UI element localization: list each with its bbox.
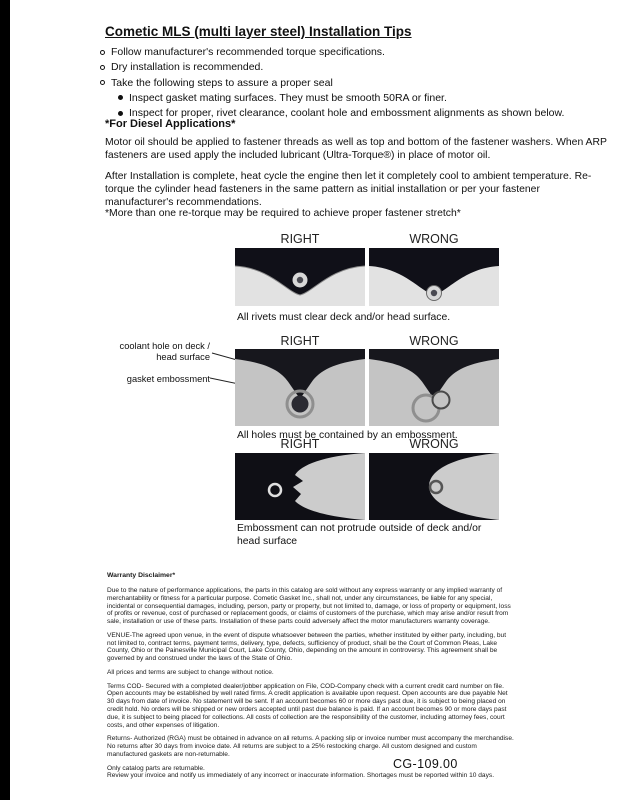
- warranty-heading: Warranty Disclaimer*: [107, 572, 176, 579]
- coolant-hole-callout: coolant hole on deck / head surface: [119, 341, 210, 362]
- gasket-embossment-callout: gasket embossment: [126, 374, 210, 384]
- document-number: CG-109.00: [393, 757, 458, 771]
- warranty-paragraph: All prices and terms are subject to change without notice.: [107, 668, 274, 676]
- embossment-right-diagram: [235, 453, 365, 520]
- diesel-paragraph-2: After Installation is complete, heat cycle the engine then let it completely cool to ambient temperature. Re-torque the cylinder head fasteners in the same pattern as initial installation or per your fastener manufacturer's recommendations.: [105, 171, 592, 209]
- list-item: [100, 46, 590, 59]
- tip-text: Take the following steps to assure a proper seal: [111, 76, 333, 89]
- holes-caption: All holes must be contained by an embossment.: [237, 430, 458, 441]
- filled-bullet-icon: [118, 111, 123, 116]
- right-label: RIGHT: [280, 232, 320, 246]
- retorque-note: *More than one re-torque may be required to achieve proper fastener stretch*: [105, 208, 461, 219]
- warranty-paragraph: Terms COD- Secured with a completed dealer/jobber application on File, COD-Company check with a current credit card number on file. Open accounts may be established by well rated firms. A credit application is available upon request. Open accounts are due payable Net 30 days from date of invoice. No statement will be sent. If an account becomes 60 or more days past due, it is subject to being placed on credit hold. No orders will be shipped or new orders accepted until past due balance is paid. If an account becomes 90 or more days past due, it is subject to being placed for collections. All costs of collection are the responsibility of the customer, including attorney fees, court costs, and other expenses of litigation.: [107, 682, 508, 729]
- coolant-right-diagram: [235, 349, 365, 426]
- warranty-paragraph: Only catalog parts are returnable.: [107, 764, 205, 772]
- tip-text: Inspect for proper, rivet clearance, coolant hole and embossment alignments as shown below.: [129, 107, 565, 120]
- list-item: [100, 61, 590, 74]
- warranty-disclaimer: [107, 572, 515, 786]
- rivet-right-diagram: [235, 248, 365, 306]
- embossment-wrong-diagram: [369, 453, 499, 520]
- warranty-paragraph: Due to the nature of performance applications, the parts in this catalog are sold without any express warranty or any implied warranty of merchantability or fitness for a particular purpose. Cometic Gasket Inc., shall not, under any circumstances, be liable for any special, incidental or consequential damages, including, person, party or property, but not limited to, damage, or loss of property or equipment, loss of profits or revenue, cost of purchased or replacement goods, or claims of customers of the purchase, which may arise and/or result from sale, installation or use of these parts. Installation of these parts could adversely affect the motor manufacturers warranty coverage.: [107, 587, 511, 626]
- right-label: RIGHT: [280, 437, 320, 451]
- installation-tips-list: [100, 46, 590, 122]
- list-item: [100, 77, 590, 90]
- right-label: RIGHT: [280, 334, 320, 348]
- diesel-paragraph-1: Motor oil should be applied to fastener threads as well as top and bottom of the fastener washers. When ARP fasteners are used apply the included lubricant (Ultra-Torque®) in place of motor oil.: [105, 137, 607, 162]
- list-item: [118, 92, 590, 105]
- embossment-caption: Embossment can not protrude outside of deck and/or head surface: [237, 523, 482, 547]
- warranty-paragraph: Returns- Authorized (RGA) must be obtained in advance on all returns. A packing slip or invoice number must accompany the merchandise. No returns after 30 days from invoice date. All returns are subject to a 25% restocking charge. All custom designed and custom manufactured gaskets are non-returnable.: [107, 735, 514, 758]
- rivet-wrong-diagram: [369, 248, 499, 306]
- warranty-paragraph: VENUE-The agreed upon venue, in the event of dispute whatsoever between the parties, whether instituted by either party, including, but not limited to, contract terms, payment terms, delivery, type, defects, sufficiency of product, shall be the Court of Common Pleas, Lake County, Ohio or the Painesville Municipal Court, Lake County, Ohio, depending on the amount in controversy. This agreement shall be governed by and construed under the laws of the State of Ohio.: [107, 631, 507, 663]
- hollow-bullet-icon: [100, 80, 105, 85]
- rivets-caption: All rivets must clear deck and/or head surface.: [237, 312, 451, 323]
- wrong-label: WRONG: [409, 334, 459, 348]
- tip-text: Follow manufacturer's recommended torque specifications.: [111, 46, 385, 58]
- diesel-applications-heading: *For Diesel Applications*: [105, 118, 236, 130]
- hollow-bullet-icon: [100, 50, 105, 55]
- hollow-bullet-icon: [100, 65, 105, 70]
- tip-text: Inspect gasket mating surfaces. They must be smooth 50RA or finer.: [129, 91, 447, 104]
- filled-bullet-icon: [118, 95, 123, 100]
- tip-text: Dry installation is recommended.: [111, 61, 264, 74]
- warranty-paragraph: Review your invoice and notify us immediately of any incorrect or inaccurate information. Shortages must be reported within 10 days.: [107, 772, 495, 780]
- wrong-label: WRONG: [409, 437, 459, 451]
- page-edge-bar: [0, 0, 10, 800]
- wrong-label: WRONG: [409, 232, 459, 246]
- coolant-wrong-diagram: [369, 349, 499, 426]
- page-title: Cometic MLS (multi layer steel) Installation Tips: [105, 24, 412, 39]
